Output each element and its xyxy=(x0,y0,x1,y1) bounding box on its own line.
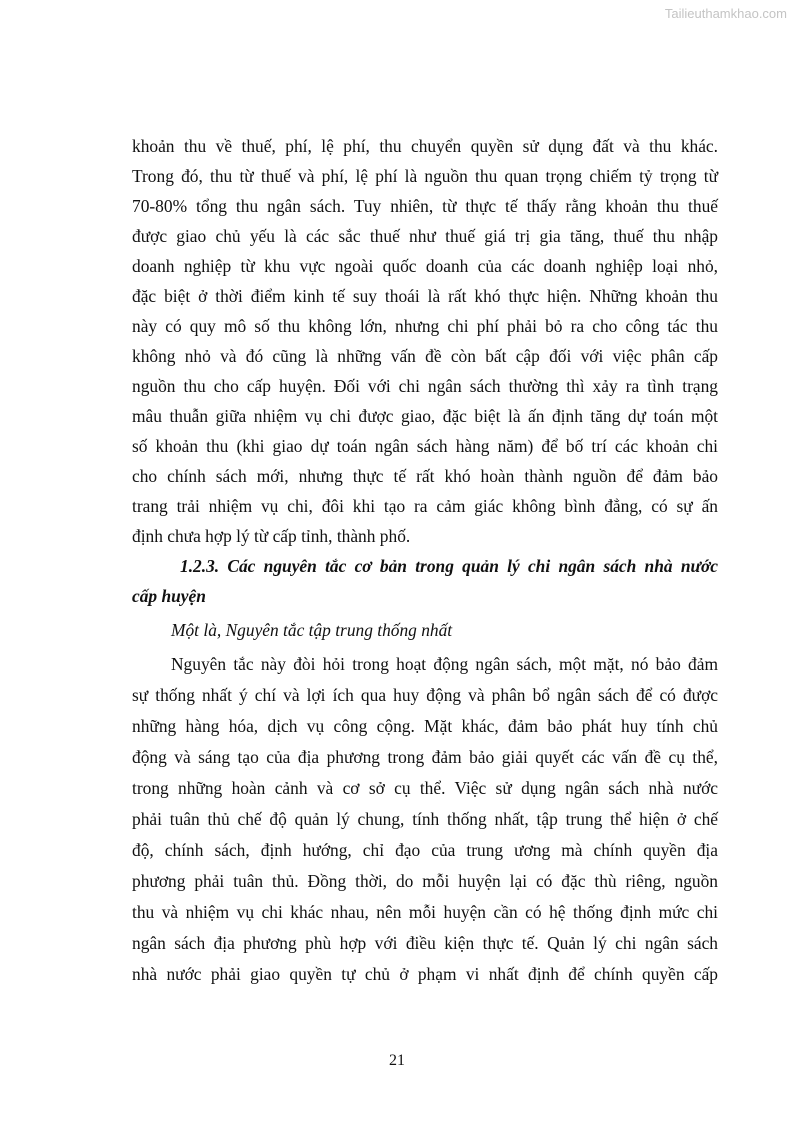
paragraph1-line: cho chính sách mới, nhưng thực tế rất khó hoàn thành nguồn để đảm bảo xyxy=(132,466,718,486)
paragraph1-line: 70-80% tổng thu ngân sách. Tuy nhiên, từ thực tế thấy rằng khoản thu thuế xyxy=(132,196,718,216)
subheading: Một là, Nguyên tắc tập trung thống nhất xyxy=(171,620,453,640)
paragraph1-line: nguồn thu cho cấp huyện. Đối với chi ngân sách thường thì xảy ra tình trạng xyxy=(132,376,718,396)
section-heading-continued: cấp huyện xyxy=(132,586,206,606)
paragraph1-line: mâu thuẫn giữa nhiệm vụ chi được giao, đặc biệt là ấn định tăng dự toán một xyxy=(132,406,718,426)
paragraph1-line: được giao chủ yếu là các sắc thuế như thuế giá trị gia tăng, thuế thu nhập xyxy=(132,226,718,246)
paragraph1-line: định chưa hợp lý từ cấp tỉnh, thành phố. xyxy=(132,526,411,546)
paragraph2-line: phương phải tuân thủ. Đồng thời, do mỗi huyện lại có đặc thù riêng, nguồn xyxy=(132,871,718,891)
paragraph2-line: động và sáng tạo của địa phương trong đảm bảo giải quyết các vấn đề cụ thể, xyxy=(132,747,718,767)
paragraph2-line: ngân sách địa phương phù hợp với điều kiện thực tế. Quản lý chi ngân sách xyxy=(132,933,718,953)
paragraph1-line: doanh nghiệp từ khu vực ngoài quốc doanh của các doanh nghiệp loại nhỏ, xyxy=(132,256,718,276)
page-number: 21 xyxy=(389,1052,405,1069)
paragraph2-line: thu và nhiệm vụ chi khác nhau, nên mỗi huyện cần có hệ thống định mức chi xyxy=(132,902,718,922)
watermark-text: Tailieuthamkhao.com xyxy=(664,6,787,21)
paragraph1-line: số khoản thu (khi giao dự toán ngân sách hàng năm) để bố trí các khoản chi xyxy=(132,436,718,456)
section-heading: 1.2.3. Các nguyên tắc cơ bản trong quản lý chi ngân sách nhà nước xyxy=(180,556,718,576)
paragraph1-line: trang trải nhiệm vụ chi, đôi khi tạo ra cảm giác không bình đẳng, có sự ấn xyxy=(132,496,718,516)
paragraph1-line: không nhỏ và đó cũng là những vấn đề còn bất cập đối với việc phân cấp xyxy=(132,346,718,366)
paragraph2-line: phải tuân thủ chế độ quản lý chung, tính thống nhất, tập trung thể hiện ở chế xyxy=(132,809,718,829)
paragraph1-line: Trong đó, thu từ thuế và phí, lệ phí là nguồn thu quan trọng chiếm tỷ trọng từ xyxy=(132,166,718,186)
paragraph2-line: trong những hoàn cảnh và cơ sở cụ thể. Việc sử dụng ngân sách nhà nước xyxy=(132,778,718,798)
paragraph2-line: những hàng hóa, dịch vụ công cộng. Mặt khác, đảm bảo phát huy tính chủ xyxy=(132,716,718,736)
paragraph2-line: độ, chính sách, định hướng, chỉ đạo của trung ương mà chính quyền địa xyxy=(132,840,718,860)
paragraph1-line: này có quy mô số thu không lớn, nhưng chi phí phải bỏ ra cho công tác thu xyxy=(132,316,718,336)
paragraph2-line: Nguyên tắc này đòi hỏi trong hoạt động ngân sách, một mặt, nó bảo đảm xyxy=(171,654,718,674)
paragraph1-line: khoản thu về thuế, phí, lệ phí, thu chuyển quyền sử dụng đất và thu khác. xyxy=(132,136,718,156)
paragraph2-line: nhà nước phải giao quyền tự chủ ở phạm vi nhất định để chính quyền cấp xyxy=(132,964,718,984)
paragraph1-line: đặc biệt ở thời điểm kinh tế suy thoái là rất khó thực hiện. Những khoản thu xyxy=(132,286,718,306)
paragraph2-line: sự thống nhất ý chí và lợi ích qua huy động và phân bổ ngân sách để có được xyxy=(132,685,718,705)
